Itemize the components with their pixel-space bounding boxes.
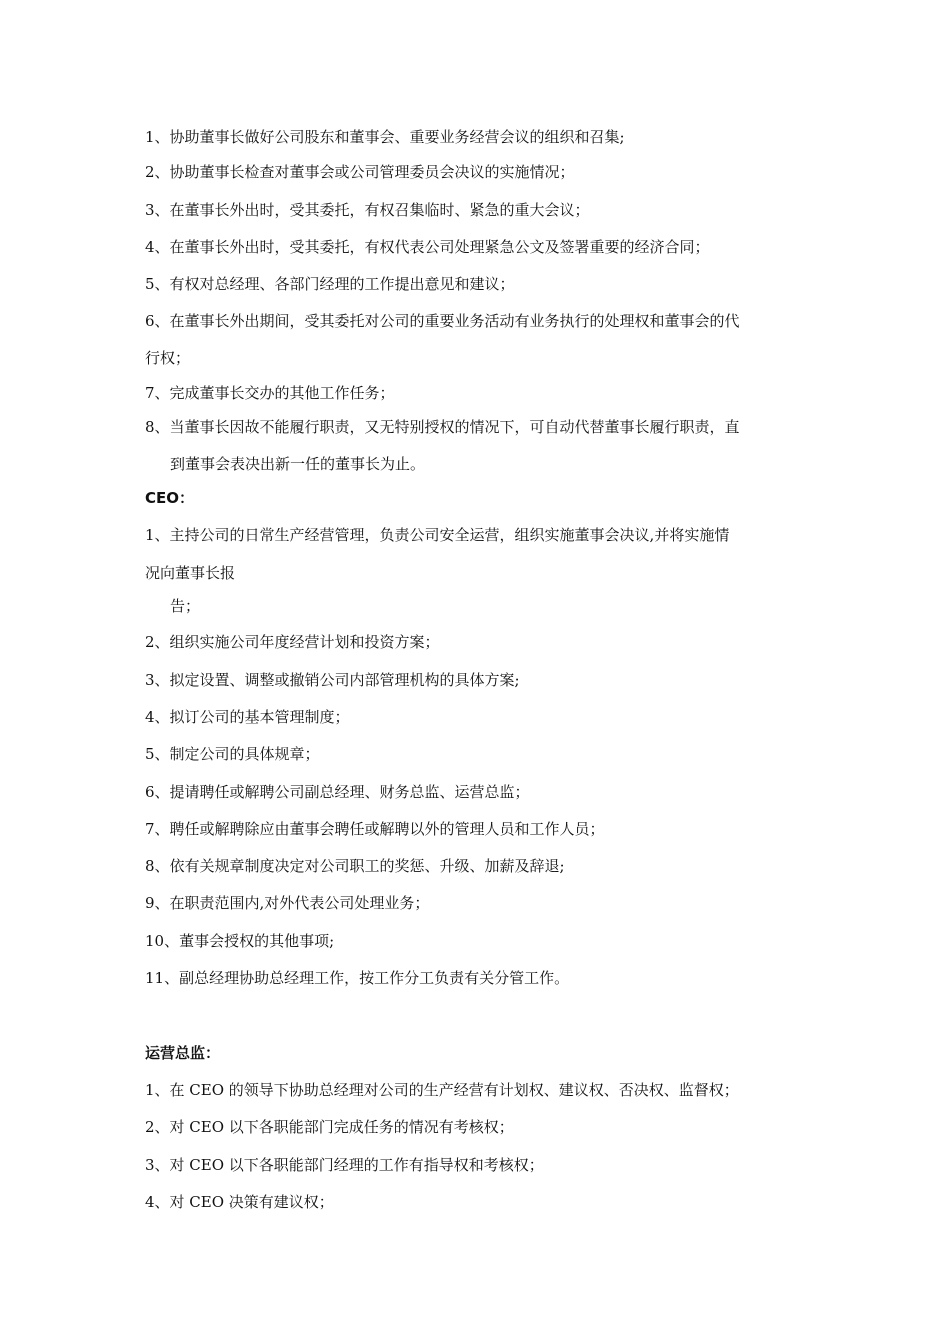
ceo-duty-1-continued: 况向董事长报 (145, 564, 236, 582)
ceo-duty-1: 1、主持公司的日常生产经营管理，负责公司安全运营，组织实施董事会决议,并将实施情 (145, 526, 730, 544)
ceo-duty-4: 4、拟订公司的基本管理制度； (145, 708, 350, 726)
ceo-duty-10: 10、董事会授权的其他事项; (145, 932, 335, 950)
ceo-heading: CEO： (145, 489, 195, 507)
ceo-duty-2: 2、组织实施公司年度经营计划和投资方案； (145, 633, 440, 651)
operations-duty-3: 3、对 CEO 以下各职能部门经理的工作有指导权和考核权； (145, 1156, 544, 1174)
operations-heading: 运营总监： (145, 1044, 221, 1062)
chairman-duty-3: 3、在董事长外出时，受其委托，有权召集临时、紧急的重大会议； (145, 201, 590, 219)
chairman-duty-8: 8、当董事长因故不能履行职责，又无特别授权的情况下，可自动代替董事长履行职责，直 (145, 418, 740, 436)
chairman-duty-2: 2、协助董事长检查对董事会或公司管理委员会决议的实施情况； (145, 163, 575, 181)
operations-duty-2: 2、对 CEO 以下各职能部门完成任务的情况有考核权； (145, 1118, 514, 1136)
chairman-duty-7: 7、完成董事长交办的其他工作任务； (145, 384, 395, 402)
chairman-duty-6-continued: 行权； (145, 349, 191, 367)
chairman-duty-4: 4、在董事长外出时，受其委托，有权代表公司处理紧急公文及签署重要的经济合同； (145, 238, 710, 256)
ceo-duty-3: 3、拟定设置、调整或撤销公司内部管理机构的具体方案; (145, 671, 520, 689)
ceo-duty-9: 9、在职责范围内,对外代表公司处理业务； (145, 894, 430, 912)
ceo-duty-8: 8、依有关规章制度决定对公司职工的奖惩、升级、加薪及辞退; (145, 857, 565, 875)
ceo-duty-5: 5、制定公司的具体规章； (145, 745, 320, 763)
chairman-duty-6: 6、在董事长外出期间，受其委托对公司的重要业务活动有业务执行的处理权和董事会的代 (145, 312, 740, 330)
operations-duty-4: 4、对 CEO 决策有建议权； (145, 1193, 334, 1211)
ceo-duty-6: 6、提请聘任或解聘公司副总经理、财务总监、运营总监； (145, 783, 530, 801)
ceo-duty-1-end: 告； (170, 597, 201, 615)
ceo-duty-7: 7、聘任或解聘除应由董事会聘任或解聘以外的管理人员和工作人员； (145, 820, 605, 838)
chairman-duty-1: 1、协助董事长做好公司股东和董事会、重要业务经营会议的组织和召集; (145, 128, 625, 146)
chairman-duty-8-continued: 到董事会表决出新一任的董事长为止。 (170, 455, 426, 473)
ceo-duty-11: 11、副总经理协助总经理工作，按工作分工负责有关分管工作。 (145, 969, 570, 987)
operations-duty-1: 1、在 CEO 的领导下协助总经理对公司的生产经营有计划权、建议权、否决权、监督权； (145, 1081, 739, 1099)
chairman-duty-5: 5、有权对总经理、各部门经理的工作提出意见和建议； (145, 275, 515, 293)
